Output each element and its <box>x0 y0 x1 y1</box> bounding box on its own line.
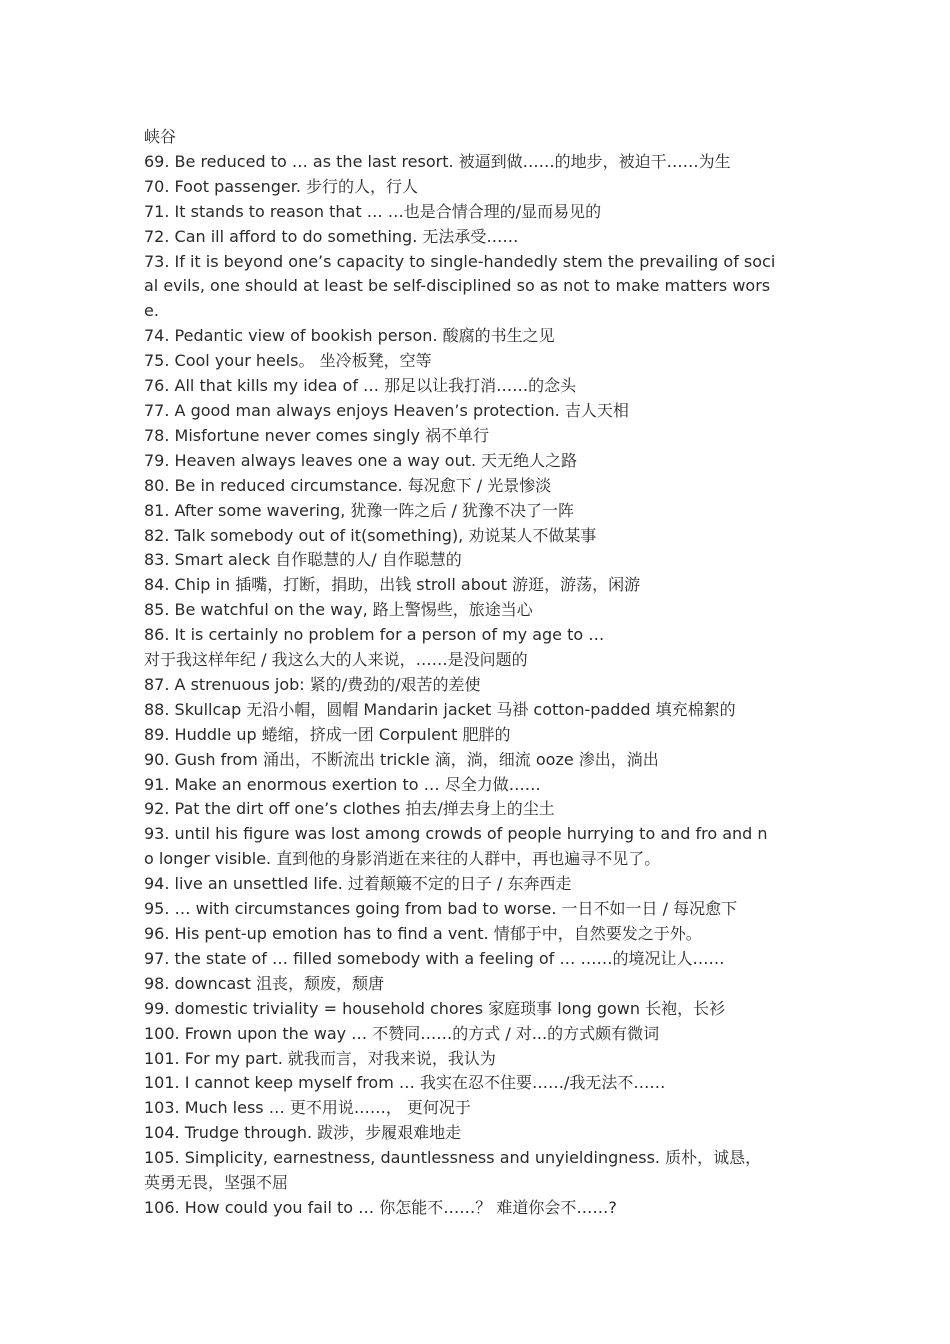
text-line: 72. Can ill afford to do something. 无法承受…… <box>144 226 519 246</box>
text-line: 89. Huddle up 蜷缩，挤成一团 Corpulent 肥胖的 <box>144 724 511 744</box>
text-line: 91. Make an enormous exertion to … 尽全力做…… <box>144 774 541 794</box>
text-line: o longer visible. 直到他的身影消逝在来往的人群中，再也遍寻不见了。 <box>144 849 661 869</box>
text-line: 79. Heaven always leaves one a way out. 天无绝人之路 <box>144 450 578 470</box>
text-line: 76. All that kills my idea of … 那足以让我打消……的念头 <box>144 376 577 396</box>
text-line: 87. A strenuous job: 紧的/费劲的/艰苦的差使 <box>144 674 481 694</box>
text-line: 99. domestic triviality = household chores 家庭琐事 long gown 长袍，长衫 <box>144 998 726 1018</box>
text-line: 104. Trudge through. 跋涉，步履艰难地走 <box>144 1123 462 1143</box>
text-line: 94. live an unsettled life. 过着颠簸不定的日子 / 东奔西走 <box>144 874 572 894</box>
text-line: 83. Smart aleck 自作聪慧的人/ 自作聪慧的 <box>144 550 462 570</box>
text-line: 93. until his figure was lost among crowds of people hurrying to and fro and n <box>144 824 768 844</box>
text-line: 85. Be watchful on the way, 路上警惕些，旅途当心 <box>144 600 533 620</box>
text-line: 98. downcast 沮丧，颓废，颓唐 <box>144 973 385 993</box>
text-line: 101. For my part. 就我而言，对我来说，我认为 <box>144 1048 496 1068</box>
text-line: 74. Pedantic view of bookish person. 酸腐的书生之见 <box>144 326 555 346</box>
text-line: 78. Misfortune never comes singly 祸不单行 <box>144 425 490 445</box>
text-line: e. <box>144 301 159 321</box>
text-line: 96. His pent-up emotion has to find a vent. 情郁于中，自然要发之于外。 <box>144 924 702 943</box>
document-body <box>144 125 808 1221</box>
text-line: al evils, one should at least be self-disciplined so as not to make matters wors <box>144 276 771 296</box>
text-line: 77. A good man always enjoys Heaven’s protection. 吉人天相 <box>144 400 629 420</box>
text-line: 对于我这样年纪 / 我这么大的人来说，……是没问题的 <box>144 650 528 670</box>
text-line: 97. the state of … filled somebody with a feeling of … ……的境况让人…… <box>144 948 725 968</box>
text-line: 90. Gush from 涌出，不断流出 trickle 滴，淌，细流 ooze 渗出，淌出 <box>144 749 659 769</box>
text-line: 71. It stands to reason that … …也是合情合理的/显而易见的 <box>144 201 602 221</box>
text-line: 70. Foot passenger. 步行的人，行人 <box>144 176 419 196</box>
text-line: 86. It is certainly no problem for a person of my age to … <box>144 625 605 645</box>
text-line: 81. After some wavering, 犹豫一阵之后 / 犹豫不决了一阵 <box>144 500 574 520</box>
text-line: 103. Much less … 更不用说……， 更何况于 <box>144 1098 471 1118</box>
text-line: 84. Chip in 插嘴，打断，捐助，出钱 stroll about 游逛，游荡，闲游 <box>144 575 641 595</box>
text-line: 英勇无畏，坚强不屈 <box>144 1173 289 1193</box>
text-line: 82. Talk somebody out of it(something), 劝说某人不做某事 <box>144 525 597 545</box>
text-line: 105. Simplicity, earnestness, dauntlessness and unyieldingness. 质朴，诚恳， <box>144 1148 762 1168</box>
text-line: 101. I cannot keep myself from … 我实在忍不住要……/我无法不…… <box>144 1073 666 1093</box>
text-line: 92. Pat the dirt off one’s clothes 拍去/掸去身上的尘土 <box>144 799 555 819</box>
text-line: 80. Be in reduced circumstance. 每况愈下 / 光景惨淡 <box>144 475 552 495</box>
text-line: 峡谷 <box>144 127 177 146</box>
text-line: 88. Skullcap 无沿小帽，圆帽 Mandarin jacket 马褂 cotton-padded 填充棉絮的 <box>144 699 736 719</box>
text-line: 75. Cool your heels。 坐冷板凳，空等 <box>144 351 432 371</box>
text-line: 100. Frown upon the way … 不赞同……的方式 / 对...的方式颇有微词 <box>144 1023 660 1043</box>
text-line: 73. If it is beyond one’s capacity to single-handedly stem the prevailing of soci <box>144 251 776 271</box>
text-line: 106. How could you fail to … 你怎能不……？ 难道你会不……? <box>144 1197 617 1217</box>
text-line: 95. … with circumstances going from bad to worse. 一日不如一日 / 每况愈下 <box>144 899 738 919</box>
text-line: 69. Be reduced to … as the last resort. 被逼到做……的地步，被迫干……为生 <box>144 151 731 171</box>
